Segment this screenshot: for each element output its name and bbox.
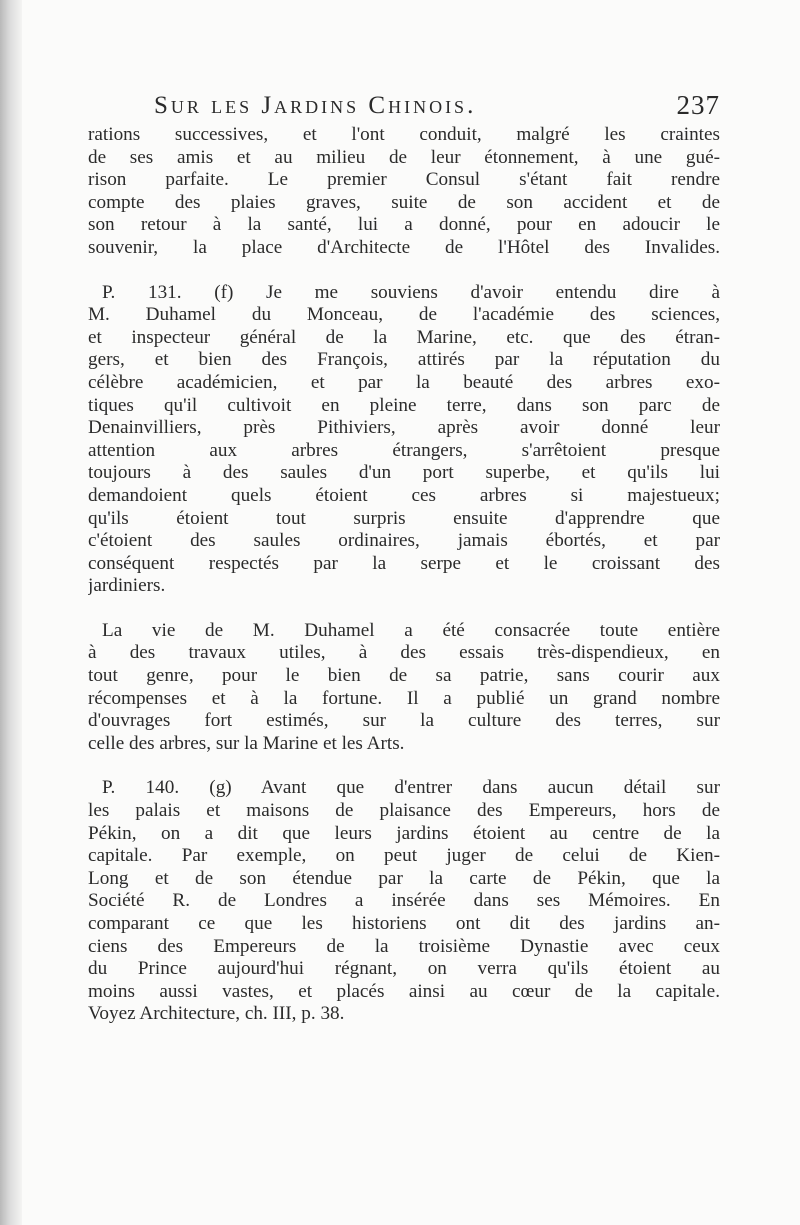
text-line: à des travaux utiles, à des essais très-dispendieux, en xyxy=(88,642,720,664)
text-line: qu'ils étoient tout surpris ensuite d'apprendre que xyxy=(88,507,720,529)
text-line: toujours à des saules d'un port superbe, et qu'ils lui xyxy=(88,462,720,484)
page-gutter-shadow xyxy=(0,0,22,1225)
text-line: attention aux arbres étrangers, s'arrêtoient presque xyxy=(88,439,720,461)
page-header xyxy=(88,88,720,122)
paragraph-1 xyxy=(88,124,720,260)
text-line: M. Duhamel du Monceau, de l'académie des sciences, xyxy=(88,304,720,326)
text-line: de ses amis et au milieu de leur étonnement, à une gué- xyxy=(88,146,720,168)
text-line: du Prince aujourd'hui régnant, on verra qu'ils étoient au xyxy=(88,958,720,980)
text-line: Société R. de Londres a insérée dans ses Mémoires. En xyxy=(88,890,720,912)
text-line: demandoient quels étoient ces arbres si majestueux; xyxy=(88,484,720,506)
text-line: celle des arbres, sur la Marine et les Arts. xyxy=(88,732,405,754)
text-line: Denainvilliers, près Pithiviers, après avoir donné leur xyxy=(88,417,720,439)
text-line: comparant ce que les historiens ont dit des jardins an- xyxy=(88,913,720,934)
text-line: capitale. Par exemple, on peut juger de celui de Kien- xyxy=(88,845,720,867)
text-line: tout genre, pour le bien de sa patrie, sans courir aux xyxy=(88,665,720,687)
text-line: récompenses et à la fortune. Il a publié un grand nombre xyxy=(88,687,720,709)
text-line: son retour à la santé, lui a donné, pour en adoucir le xyxy=(88,214,720,236)
text-line: d'ouvrages fort estimés, sur la culture des terres, sur xyxy=(88,710,720,732)
running-head: Sur les Jardins Chinois. xyxy=(154,92,477,119)
text-line: La vie de M. Duhamel a été consacrée toute entière xyxy=(102,619,720,641)
text-line: ciens des Empereurs de la troisième Dynastie avec ceux xyxy=(88,935,720,957)
paragraph-2 xyxy=(88,282,720,598)
text-line: rison parfaite. Le premier Consul s'étant fait rendre xyxy=(88,169,720,191)
text-line: tiques qu'il cultivoit en pleine terre, dans son parc de xyxy=(88,394,720,416)
page-number: 237 xyxy=(676,90,720,120)
text-line: P. 131. (f) Je me souviens d'avoir entendu dire à xyxy=(102,281,720,303)
text-line: Pékin, on a dit que leurs jardins étoient au centre de la xyxy=(88,822,720,844)
paragraph-3 xyxy=(88,620,720,756)
text-line: moins aussi vastes, et placés ainsi au cœur de la capitale. xyxy=(88,980,720,1002)
text-line: rations successives, et l'ont conduit, malgré les craintes xyxy=(88,124,720,145)
paragraph-4 xyxy=(88,777,720,1026)
text-line: compte des plaies graves, suite de son accident et de xyxy=(88,191,720,213)
text-line: gers, et bien des François, attirés par la réputation du xyxy=(88,349,720,371)
text-line: et inspecteur général de la Marine, etc. que des étran- xyxy=(88,326,720,348)
text-line: conséquent respectés par la serpe et le croissant des xyxy=(88,552,720,574)
text-line: Voyez Architecture, ch. III, p. 38. xyxy=(88,1003,345,1025)
text-line: P. 140. (g) Avant que d'entrer dans aucun détail sur xyxy=(102,777,720,799)
text-line: souvenir, la place d'Architecte de l'Hôtel des Invalides. xyxy=(88,236,720,258)
body-text xyxy=(88,124,720,1026)
text-line: Long et de son étendue par la carte de Pékin, que la xyxy=(88,867,720,889)
text-line: célèbre académicien, et par la beauté des arbres exo- xyxy=(88,371,720,393)
text-line: jardiniers. xyxy=(88,575,166,597)
text-line: c'étoient des saules ordinaires, jamais ébortés, et par xyxy=(88,530,720,552)
text-line: les palais et maisons de plaisance des Empereurs, hors de xyxy=(88,800,720,822)
